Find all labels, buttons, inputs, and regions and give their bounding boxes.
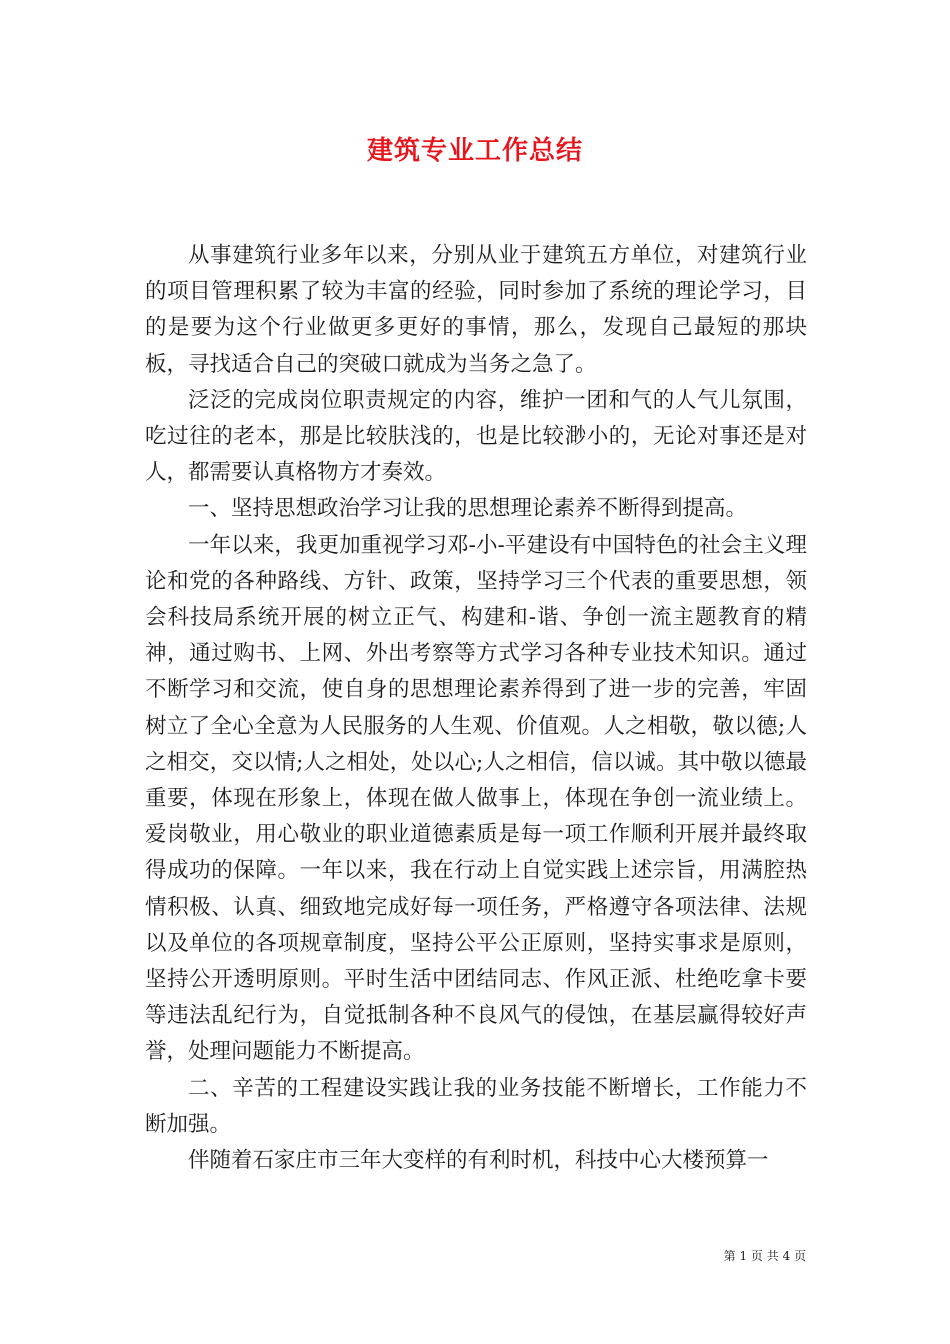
document-body <box>145 238 807 1179</box>
paragraph: 伴随着石家庄市三年大变样的有利时机，科技中心大楼预算一 <box>188 1148 769 1174</box>
document-title: 建筑专业工作总结 <box>366 136 583 166</box>
paragraph: 一年以来，我更加重视学习邓-小-平建设有中国特色的社会主义理论和党的各种路线、方针、政策，坚持学习三个代表的重要思想，领会科技局系统开展的树立正气、构建和-谐、争创一流主题教育的精神，通过购书、上网、外出考察等方式学习各种专业技术知识。通过不断学习和交流，使自身的思想理论素养得到了进一步的完善，牢固树立了全心全意为人民服务的人生观、价值观。人之相敬，敬以德;人之相交，交以情;人之相处，处以心;人之相信，信以诚。其中敬以德最重要，体现在形象上，体现在做人做事上，体现在争创一流业绩上。爱岗敬业，用心敬业的职业道德素质是每一项工作顺利开展并最终取得成功的保障。一年以来，我在行动上自觉实践上述宗旨，用满腔热情积极、认真、细致地完成好每一项任务，严格遵守各项法律、法规以及单位的各项规章制度，坚持公平公正原则，坚持实事求是原则，坚持公开透明原则。平时生活中团结同志、作风正派、杜绝吃拿卡要等违法乱纪行为，自觉抵制各种不良风气的侵蚀，在基层赢得较好声誉，处理问题能力不断提高。 <box>145 532 807 1065</box>
section-heading: 二、辛苦的工程建设实践让我的业务技能不断增长，工作能力不断加强。 <box>145 1075 807 1137</box>
page-footer: 第 1 页 共 4 页 <box>723 1249 806 1263</box>
section-heading: 一、坚持思想政治学习让我的思想理论素养不断得到提高。 <box>188 496 748 522</box>
paragraph: 泛泛的完成岗位职责规定的内容，维护一团和气的人气儿氛围，吃过往的老本，那是比较肤浅的，也是比较渺小的，无论对事还是对人，都需要认真格物方才奏效。 <box>145 387 807 486</box>
paragraph: 从事建筑行业多年以来，分别从业于建筑五方单位，对建筑行业的项目管理积累了较为丰富的经验，同时参加了系统的理论学习，目的是要为这个行业做更多更好的事情，那么，发现自己最短的那块板，寻找适合自己的突破口就成为当务之急了。 <box>145 243 807 377</box>
